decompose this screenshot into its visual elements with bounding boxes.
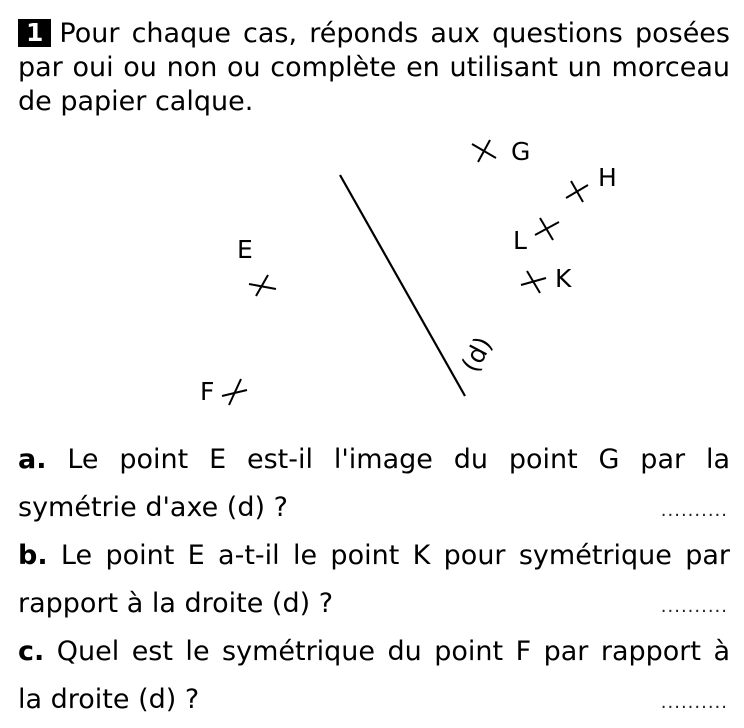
point-l-marker — [535, 218, 559, 240]
question-c-letter: c. — [18, 636, 45, 667]
point-h-marker — [566, 181, 588, 202]
question-b-letter: b. — [18, 540, 48, 571]
answer-blank-a[interactable]: .......... — [660, 500, 728, 521]
question-a-line-2 — [18, 484, 730, 532]
question-b-line-1 — [18, 532, 730, 580]
answer-blank-b[interactable]: .......... — [660, 596, 728, 617]
question-a-letter: a. — [18, 444, 47, 475]
point-e-label: E — [237, 235, 253, 264]
question-b-line-2 — [18, 580, 730, 628]
point-f-marker — [222, 379, 247, 405]
question-c-line-1 — [18, 628, 730, 676]
point-k-marker — [521, 271, 546, 293]
question-b-text: Le point E a-t-il le point K pour symétrique par — [47, 540, 730, 571]
question-c-text-cont: la droite (d) ? — [18, 684, 200, 715]
geometry-figure — [0, 130, 744, 420]
questions-list — [18, 436, 730, 724]
point-k-label: K — [555, 264, 572, 293]
answer-blank-c[interactable]: .......... — [660, 692, 728, 713]
line-d-label: (d) — [455, 331, 498, 377]
point-f-label: F — [200, 377, 215, 406]
point-e-marker — [249, 275, 276, 296]
exercise-instructions — [18, 17, 730, 119]
point-g-marker — [472, 140, 496, 162]
question-a-line-1 — [18, 436, 730, 484]
question-a-text: Le point E est-il l'image du point G par la — [46, 444, 730, 475]
point-g-label: G — [511, 137, 531, 166]
question-a-text-cont: symétrie d'axe (d) ? — [18, 492, 288, 523]
exercise-number-badge: 1 — [18, 19, 51, 47]
instructions-text: Pour chaque cas, réponds aux questions posées par oui ou non ou complète en utilisant un morceau de papier calque. — [18, 18, 730, 117]
point-h-label: H — [598, 163, 617, 192]
question-c-line-2 — [18, 676, 730, 724]
question-b-text-cont: rapport à la droite (d) ? — [18, 588, 334, 619]
line-d — [340, 175, 465, 396]
question-c-text: Quel est le symétrique du point F par rapport à — [44, 636, 730, 667]
point-l-label: L — [513, 226, 527, 255]
